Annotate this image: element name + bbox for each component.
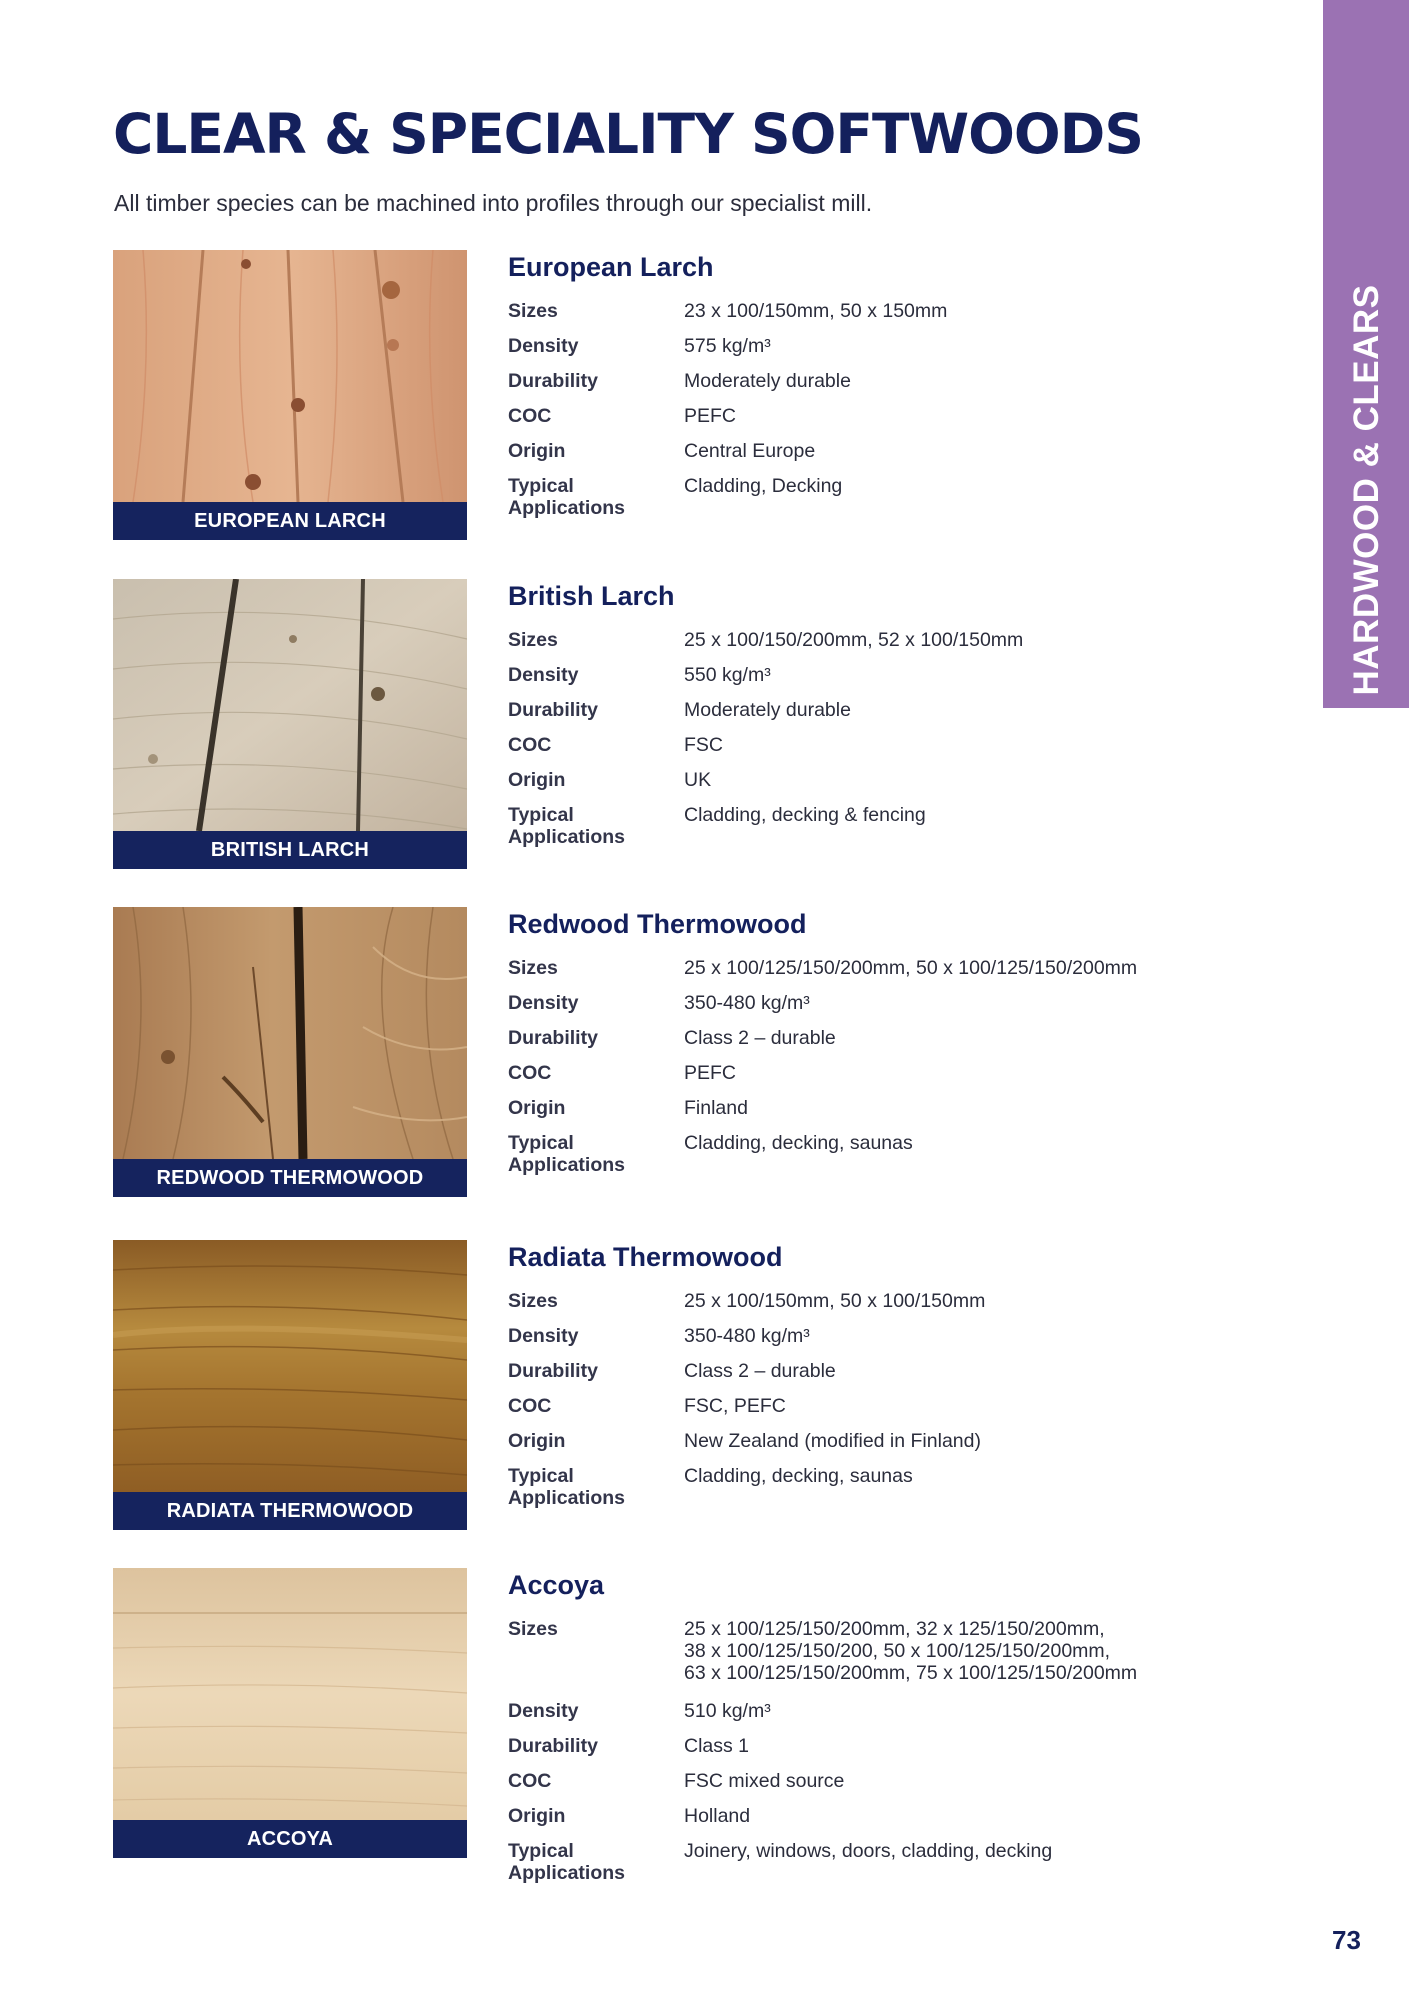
redwood-thermowood-wood-image (113, 907, 467, 1159)
radiata-thermowood-photo (113, 1240, 467, 1530)
radiata-thermowood-wood-image (113, 1240, 467, 1492)
spec-label-typical-line: Typical (508, 1132, 574, 1154)
european-larch-photo (113, 250, 467, 540)
spec-value-origin: Holland (684, 1805, 751, 1827)
species-entry-british-larch (113, 579, 1233, 871)
spec-label-sizes: Sizes (508, 957, 558, 979)
spec-label-durability: Durability (508, 370, 598, 392)
spec-label-coc: COC (508, 405, 552, 427)
spec-value-durability: Class 1 (684, 1735, 750, 1757)
spec-value-origin: UK (684, 769, 712, 791)
spec-value-density: 350-480 kg/m³ (684, 992, 810, 1014)
accoya-name: Accoya (508, 1570, 605, 1600)
species-entry-accoya (113, 1568, 1233, 1898)
accoya-caption: ACCOYA (113, 1820, 467, 1858)
section-side-tab-label: HARDWOOD & CLEARS (1347, 284, 1386, 696)
spec-value-density: 550 kg/m³ (684, 664, 771, 686)
spec-value-origin: Central Europe (684, 440, 816, 462)
british-larch-photo (113, 579, 467, 869)
spec-label-density: Density (508, 335, 579, 357)
spec-value-sizes: 25 x 100/150/200mm, 52 x 100/150mm (684, 629, 1024, 651)
british-larch-caption: BRITISH LARCH (113, 831, 467, 869)
species-entry-radiata-thermowood (113, 1240, 1233, 1532)
spec-label-applications (508, 1840, 684, 1884)
page-number: 73 (1332, 1925, 1361, 1955)
european-larch-caption: EUROPEAN LARCH (113, 502, 467, 540)
spec-label-applications (508, 804, 684, 848)
page-subtitle: All timber species can be machined into profiles through our specialist mill. (114, 190, 873, 216)
spec-value-applications: Joinery, windows, doors, cladding, decking (684, 1840, 1053, 1862)
spec-value-density: 350-480 kg/m³ (684, 1325, 810, 1347)
spec-label-applications (508, 1465, 684, 1509)
spec-label-origin: Origin (508, 440, 566, 462)
spec-value-durability: Moderately durable (684, 699, 851, 721)
spec-value-applications: Cladding, decking, saunas (684, 1465, 913, 1487)
spec-value-coc: FSC mixed source (684, 1770, 845, 1792)
spec-label-origin: Origin (508, 1430, 566, 1452)
spec-value-durability: Class 2 – durable (684, 1360, 836, 1382)
spec-label-applications (508, 475, 684, 519)
spec-label-durability: Durability (508, 1360, 598, 1382)
spec-value-origin: New Zealand (modified in Finland) (684, 1430, 981, 1452)
radiata-thermowood-specs (508, 1290, 985, 1509)
spec-value-coc: PEFC (684, 1062, 737, 1084)
spec-label-typical-line: Typical (508, 475, 574, 497)
spec-label-coc: COC (508, 1395, 552, 1417)
spec-label-durability: Durability (508, 1027, 598, 1049)
spec-label-sizes: Sizes (508, 300, 558, 322)
spec-label-applications-line: Applications (508, 826, 626, 848)
spec-label-typical-line: Typical (508, 1840, 574, 1862)
accoya-photo (113, 1568, 467, 1858)
species-entry-european-larch (113, 250, 1233, 542)
spec-label-density: Density (508, 992, 579, 1014)
spec-label-typical-line: Typical (508, 1465, 574, 1487)
radiata-thermowood-caption: RADIATA THERMOWOOD (113, 1492, 467, 1530)
spec-value-density: 510 kg/m³ (684, 1700, 771, 1722)
spec-label-applications (508, 1132, 684, 1176)
spec-label-sizes: Sizes (508, 629, 558, 651)
spec-value-sizes: 25 x 100/150mm, 50 x 100/150mm (684, 1290, 986, 1312)
spec-label-origin: Origin (508, 1805, 566, 1827)
spec-label-applications-line: Applications (508, 1487, 626, 1509)
spec-label-origin: Origin (508, 769, 566, 791)
spec-value-durability: Class 2 – durable (684, 1027, 836, 1049)
british-larch-specs (508, 629, 1023, 848)
spec-label-sizes: Sizes (508, 1290, 558, 1312)
spec-label-durability: Durability (508, 1735, 598, 1757)
spec-value-sizes: 25 x 100/125/150/200mm, 50 x 100/125/150/200mm (684, 957, 1138, 979)
british-larch-wood-image (113, 579, 467, 831)
page-title: CLEAR & SPECIALITY SOFTWOODS (113, 102, 1143, 166)
spec-label-origin: Origin (508, 1097, 566, 1119)
spec-value-applications: Cladding, Decking (684, 475, 843, 497)
spec-value-sizes: 23 x 100/150mm, 50 x 150mm (684, 300, 948, 322)
redwood-thermowood-specs (508, 957, 1137, 1176)
spec-value-durability: Moderately durable (684, 370, 851, 392)
spec-value-applications: Cladding, decking, saunas (684, 1132, 913, 1154)
redwood-thermowood-name: Redwood Thermowood (508, 909, 807, 939)
radiata-thermowood-name: Radiata Thermowood (508, 1242, 783, 1272)
spec-label-durability: Durability (508, 699, 598, 721)
spec-value-applications: Cladding, decking & fencing (684, 804, 926, 826)
spec-value-origin: Finland (684, 1097, 748, 1119)
european-larch-specs (508, 300, 947, 519)
species-entry-redwood-thermowood (113, 907, 1233, 1199)
european-larch-name: European Larch (508, 252, 714, 282)
spec-label-coc: COC (508, 734, 552, 756)
spec-label-coc: COC (508, 1062, 552, 1084)
spec-label-density: Density (508, 664, 579, 686)
redwood-thermowood-photo (113, 907, 467, 1197)
spec-label-applications-line: Applications (508, 497, 626, 519)
european-larch-wood-image (113, 250, 467, 502)
spec-label-typical-line: Typical (508, 804, 574, 826)
spec-label-density: Density (508, 1700, 579, 1722)
spec-value-sizes: 25 x 100/125/150/200mm, 32 x 125/150/200mm, 38 x 100/125/150/200, 50 x 100/125/150/200mm, 63 x 100/125/150/200mm, 75 x 100/125/150/200mm (684, 1618, 1138, 1684)
spec-value-coc: FSC (684, 734, 723, 756)
spec-value-coc: FSC, PEFC (684, 1395, 786, 1417)
accoya-specs (508, 1618, 1137, 1884)
accoya-wood-image (113, 1568, 467, 1820)
spec-label-coc: COC (508, 1770, 552, 1792)
spec-label-density: Density (508, 1325, 579, 1347)
spec-label-applications-line: Applications (508, 1862, 626, 1884)
spec-value-density: 575 kg/m³ (684, 335, 771, 357)
spec-value-coc: PEFC (684, 405, 737, 427)
british-larch-name: British Larch (508, 581, 675, 611)
redwood-thermowood-caption: REDWOOD THERMOWOOD (113, 1159, 467, 1197)
spec-label-sizes: Sizes (508, 1618, 558, 1640)
spec-label-applications-line: Applications (508, 1154, 626, 1176)
